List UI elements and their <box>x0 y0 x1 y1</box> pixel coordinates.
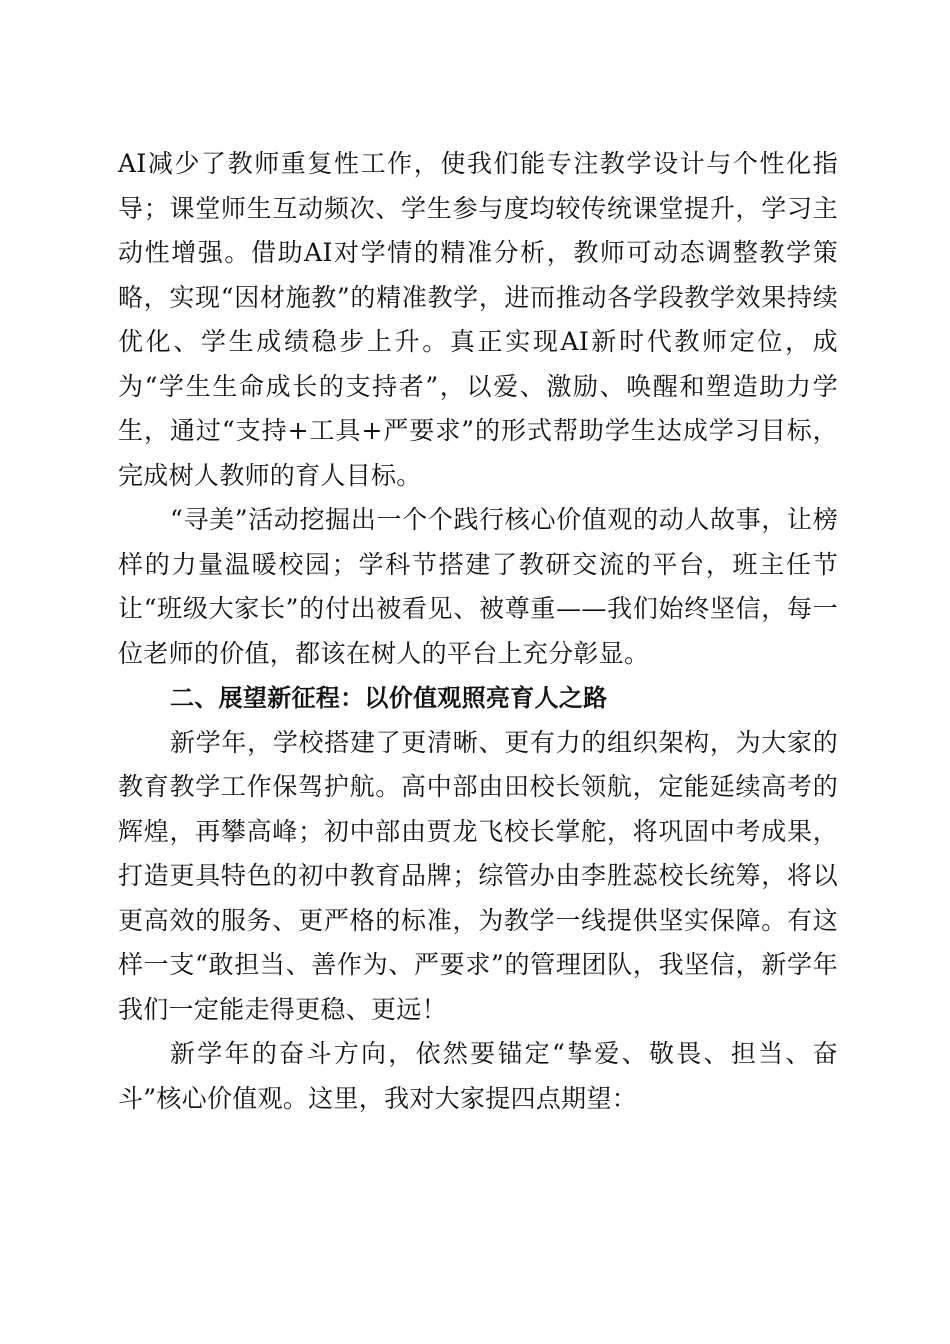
paragraph-organization: 新学年，学校搭建了更清晰、更有力的组织架构，为大家的教育教学工作保驾护航。高中部由田校长领航，定能延续高考的辉煌，再攀高峰；初中部由贾龙飞校长掌舵，将巩固中考成果，打造更具特色的初中教育品牌；综管办由李胜蕊校长统筹，将以更高效的服务、更严格的标准，为教学一线提供坚实保障。有这样一支“敢担当、善作为、严要求”的管理团队，我坚信，新学年我们一定能走得更稳、更远！ <box>118 727 838 1024</box>
document-body <box>118 142 838 1121</box>
paragraph-xunmei-activity: “寻美”活动挖掘出一个个践行核心价值观的动人故事，让榜样的力量温暖校园；学科节搭建了教研交流的平台，班主任节让“班级大家长”的付出被看见、被尊重——我们始终坚信，每一位老师的价值，都该在树人的平台上充分彰显。 <box>118 505 838 668</box>
section-heading: 二、展望新征程：以价值观照亮育人之路 <box>170 684 608 712</box>
paragraph-core-values: 新学年的奋斗方向，依然要锚定“挚爱、敬畏、担当、奋斗”核心价值观。这里，我对大家提四点期望： <box>118 1039 838 1113</box>
paragraph-ai-teaching: AI减少了教师重复性工作，使我们能专注教学设计与个性化指导；课堂师生互动频次、学生参与度均较传统课堂提升，学习主动性增强。借助AI对学情的精准分析，教师可动态调整教学策略，实现“因材施教”的精准教学，进而推动各学段教学效果持续优化、学生成绩稳步上升。真正实现AI新时代教师定位，成为“学生生命成长的支持者”，以爱、激励、唤醒和塑造助力学生，通过“支持+工具+严要求”的形式帮助学生达成学习目标，完成树人教师的育人目标。 <box>118 149 838 490</box>
